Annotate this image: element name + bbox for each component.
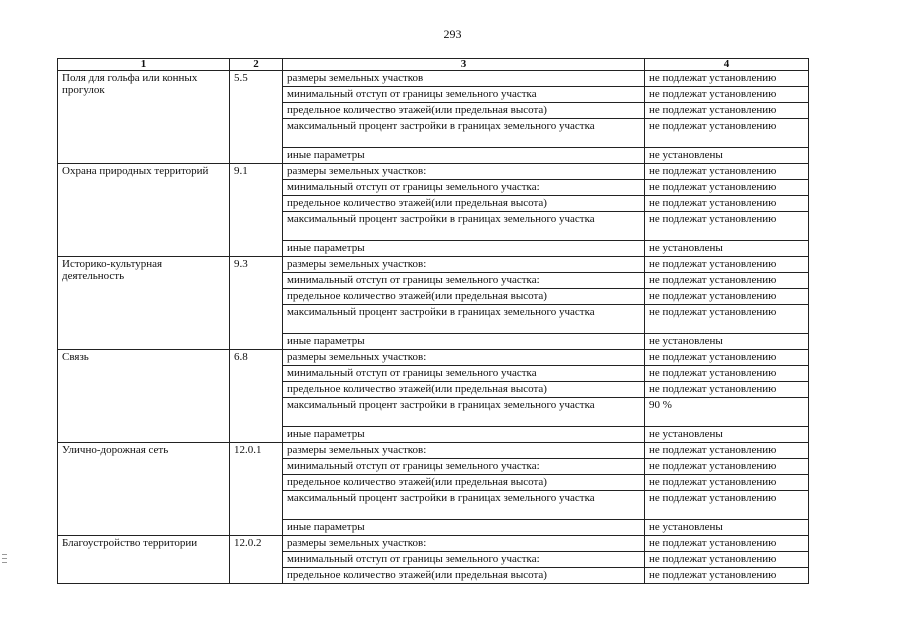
- parameter-cell: предельное количество этажей(или предельная высота): [283, 475, 645, 491]
- value-cell: не подлежат установлению: [645, 119, 809, 148]
- table-header: [58, 59, 809, 71]
- land-use-name: Историко-культурная деятельность: [58, 257, 230, 350]
- value-cell: не установлены: [645, 427, 809, 443]
- parameter-cell: предельное количество этажей(или предельная высота): [283, 196, 645, 212]
- value-cell: не подлежат установлению: [645, 273, 809, 289]
- value-cell: не подлежат установлению: [645, 491, 809, 520]
- column-header: 4: [645, 59, 809, 71]
- value-cell: не подлежат установлению: [645, 196, 809, 212]
- page-number: 293: [443, 27, 462, 41]
- table-row: [58, 536, 809, 552]
- value-cell: не подлежат установлению: [645, 366, 809, 382]
- value-cell: не установлены: [645, 241, 809, 257]
- land-use-code: 6.8: [230, 350, 283, 443]
- value-cell: не подлежат установлению: [645, 71, 809, 87]
- regulation-table: [57, 58, 809, 584]
- parameter-cell: иные параметры: [283, 520, 645, 536]
- parameter-cell: иные параметры: [283, 427, 645, 443]
- value-cell: не подлежат установлению: [645, 350, 809, 366]
- value-cell: не подлежат установлению: [645, 443, 809, 459]
- value-cell: не подлежат установлению: [645, 568, 809, 584]
- value-cell: не подлежат установлению: [645, 87, 809, 103]
- parameter-cell: минимальный отступ от границы земельного участка:: [283, 180, 645, 196]
- parameter-cell: максимальный процент застройки в границах земельного участка: [283, 212, 645, 241]
- parameter-cell: максимальный процент застройки в границах земельного участка: [283, 305, 645, 334]
- value-cell: не установлены: [645, 148, 809, 164]
- value-cell: не подлежат установлению: [645, 103, 809, 119]
- parameter-cell: предельное количество этажей(или предельная высота): [283, 289, 645, 305]
- land-use-code: 5.5: [230, 71, 283, 164]
- header-row: [58, 59, 809, 71]
- value-cell: не подлежат установлению: [645, 382, 809, 398]
- margin-mark: [2, 562, 7, 563]
- land-use-code: 12.0.1: [230, 443, 283, 536]
- parameter-cell: предельное количество этажей(или предельная высота): [283, 103, 645, 119]
- value-cell: не установлены: [645, 520, 809, 536]
- land-use-name: Поля для гольфа или конных прогулок: [58, 71, 230, 164]
- parameter-cell: размеры земельных участков:: [283, 164, 645, 180]
- value-cell: не подлежат установлению: [645, 459, 809, 475]
- parameter-cell: минимальный отступ от границы земельного участка:: [283, 552, 645, 568]
- table-row: [58, 257, 809, 273]
- parameter-cell: размеры земельных участков:: [283, 257, 645, 273]
- land-use-code: 12.0.2: [230, 536, 283, 584]
- column-header: 3: [283, 59, 645, 71]
- value-cell: не подлежат установлению: [645, 305, 809, 334]
- margin-mark: [2, 554, 7, 555]
- value-cell: не подлежат установлению: [645, 212, 809, 241]
- table-row: [58, 71, 809, 87]
- parameter-cell: минимальный отступ от границы земельного участка: [283, 366, 645, 382]
- land-use-code: 9.1: [230, 164, 283, 257]
- parameter-cell: максимальный процент застройки в границах земельного участка: [283, 491, 645, 520]
- parameter-cell: иные параметры: [283, 148, 645, 164]
- table-row: [58, 164, 809, 180]
- value-cell: не подлежат установлению: [645, 475, 809, 491]
- parameter-cell: предельное количество этажей(или предельная высота): [283, 568, 645, 584]
- value-cell: не подлежат установлению: [645, 164, 809, 180]
- value-cell: не подлежат установлению: [645, 180, 809, 196]
- margin-marks: [2, 554, 8, 566]
- table-row: [58, 350, 809, 366]
- parameter-cell: иные параметры: [283, 241, 645, 257]
- table-row: [58, 443, 809, 459]
- parameter-cell: иные параметры: [283, 334, 645, 350]
- column-header: 1: [58, 59, 230, 71]
- parameter-cell: максимальный процент застройки в границах земельного участка: [283, 398, 645, 427]
- land-use-name: Охрана природных территорий: [58, 164, 230, 257]
- land-use-name: Связь: [58, 350, 230, 443]
- parameter-cell: размеры земельных участков:: [283, 536, 645, 552]
- value-cell: не подлежат установлению: [645, 257, 809, 273]
- parameter-cell: максимальный процент застройки в границах земельного участка: [283, 119, 645, 148]
- value-cell: не установлены: [645, 334, 809, 350]
- value-cell: не подлежат установлению: [645, 552, 809, 568]
- column-header: 2: [230, 59, 283, 71]
- value-cell: не подлежат установлению: [645, 536, 809, 552]
- parameter-cell: размеры земельных участков: [283, 71, 645, 87]
- land-use-name: Благоустройство территории: [58, 536, 230, 584]
- parameter-cell: минимальный отступ от границы земельного участка:: [283, 459, 645, 475]
- land-use-code: 9.3: [230, 257, 283, 350]
- value-cell: не подлежат установлению: [645, 289, 809, 305]
- margin-mark: [2, 558, 7, 559]
- parameter-cell: размеры земельных участков:: [283, 443, 645, 459]
- land-use-name: Улично-дорожная сеть: [58, 443, 230, 536]
- parameter-cell: минимальный отступ от границы земельного участка: [283, 87, 645, 103]
- value-cell: 90 %: [645, 398, 809, 427]
- parameter-cell: минимальный отступ от границы земельного участка:: [283, 273, 645, 289]
- parameter-cell: предельное количество этажей(или предельная высота): [283, 382, 645, 398]
- table-body: [58, 71, 809, 584]
- parameter-cell: размеры земельных участков:: [283, 350, 645, 366]
